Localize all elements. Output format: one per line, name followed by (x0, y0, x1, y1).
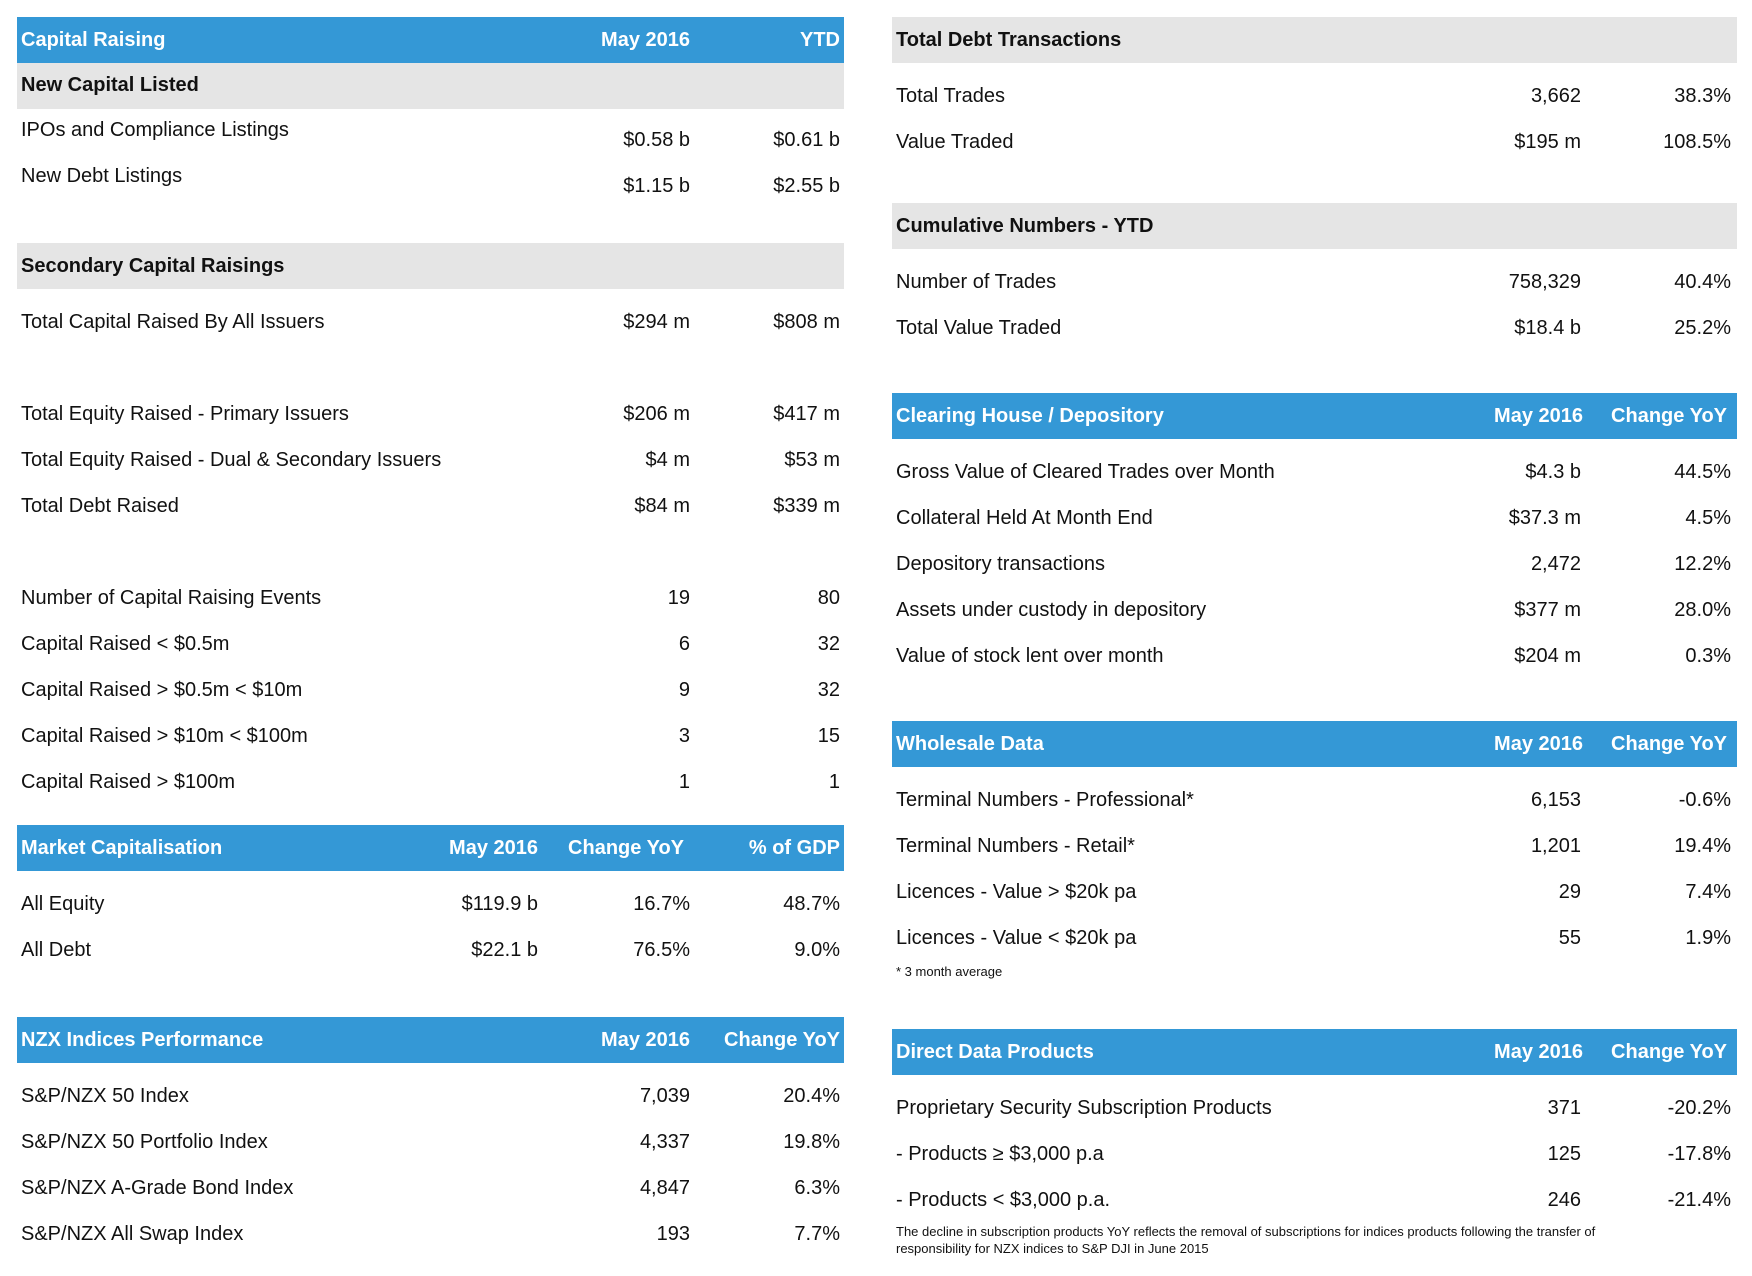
row-value-change: 108.5% (1663, 131, 1731, 153)
indices-header (17, 1017, 844, 1063)
row-label: Total Value Traded (896, 317, 1062, 339)
row-value-ytd: $417 m (773, 403, 840, 425)
row-label: Licences - Value < $20k pa (896, 927, 1137, 949)
row-value-may: 3 (678, 725, 690, 747)
table-row (17, 667, 844, 713)
market-cap-title: Market Capitalisation (21, 837, 223, 859)
table-row (17, 391, 844, 437)
row-value-may: 9 (678, 679, 690, 701)
row-label: Terminal Numbers - Retail* (896, 835, 1135, 857)
row-label: Total Equity Raised - Primary Issuers (21, 403, 349, 425)
table-row (17, 1211, 844, 1257)
cumulative-title: Cumulative Numbers - YTD (896, 215, 1154, 237)
row-value-ytd: $0.61 b (773, 129, 840, 151)
table-row (892, 869, 1737, 915)
row-label: Depository transactions (896, 553, 1105, 575)
new-capital-subheader (17, 63, 844, 109)
row-value-may: 6 (678, 633, 690, 655)
row-value-may: $22.1 b (471, 939, 538, 961)
row-label: S&P/NZX All Swap Index (21, 1223, 244, 1245)
debt-transactions-title: Total Debt Transactions (896, 29, 1122, 51)
row-value-change: 25.2% (1674, 317, 1731, 339)
row-label: Gross Value of Cleared Trades over Month (896, 461, 1275, 483)
table-row (17, 713, 844, 759)
row-value-change: -21.4% (1667, 1189, 1731, 1211)
row-value-may: 758,329 (1508, 271, 1581, 293)
row-label: Terminal Numbers - Professional* (896, 789, 1194, 811)
row-label: - Products ≥ $3,000 p.a (896, 1143, 1104, 1165)
row-value-change: -20.2% (1667, 1097, 1731, 1119)
row-label: Total Debt Raised (21, 495, 179, 517)
row-value-may: 3,662 (1530, 85, 1581, 107)
table-row (17, 109, 844, 155)
row-value-change: 44.5% (1674, 461, 1731, 483)
market-cap-col-gdp: % of GDP (748, 837, 840, 859)
row-value-change: 7.4% (1685, 881, 1731, 903)
row-value-ytd: $53 m (784, 449, 840, 471)
table-row (17, 621, 844, 667)
row-label: IPOs and Compliance Listings (21, 119, 289, 141)
table-row (17, 1165, 844, 1211)
row-value-ytd: $339 m (773, 495, 840, 517)
row-value-change: 12.2% (1674, 553, 1731, 575)
row-label: S&P/NZX 50 Portfolio Index (21, 1131, 268, 1153)
table-row (17, 575, 844, 621)
row-label: Capital Raised > $100m (21, 771, 236, 793)
row-value-may: 55 (1558, 927, 1581, 949)
row-value-ytd: 15 (817, 725, 840, 747)
indices-title: NZX Indices Performance (21, 1029, 264, 1051)
row-label: Total Trades (896, 85, 1005, 107)
clearing-col-may: May 2016 (1494, 405, 1583, 427)
row-value-may: $1.15 b (623, 175, 690, 197)
row-value-change: 19.4% (1674, 835, 1731, 857)
row-label: Total Equity Raised - Dual & Secondary Issuers (21, 449, 442, 471)
direct-data-col-may: May 2016 (1494, 1041, 1583, 1063)
table-row (892, 1177, 1737, 1223)
row-value-may: $119.9 b (461, 893, 538, 915)
row-label: New Debt Listings (21, 165, 183, 187)
row-label: Value Traded (896, 131, 1014, 153)
row-label: All Debt (21, 939, 92, 961)
table-row (892, 119, 1737, 165)
row-value-ytd: $2.55 b (773, 175, 840, 197)
clearing-title: Clearing House / Depository (896, 405, 1164, 427)
table-row (17, 1073, 844, 1119)
wholesale-footnote: * 3 month average (896, 964, 1003, 979)
wholesale-footnote-wrap (892, 961, 1737, 1029)
row-value-change: 76.5% (633, 939, 690, 961)
table-row (892, 495, 1737, 541)
row-value-may: 19 (667, 587, 690, 609)
direct-data-footnote-line1: The decline in subscription products YoY reflects the removal of subscriptions for indices products following the transfer of (896, 1224, 1596, 1239)
row-label: Total Capital Raised By All Issuers (21, 311, 325, 333)
row-label: Number of Capital Raising Events (21, 587, 322, 609)
table-row (892, 777, 1737, 823)
row-value-change: 20.4% (783, 1085, 840, 1107)
table-row (892, 633, 1737, 679)
row-label: Capital Raised > $10m < $100m (21, 725, 308, 747)
row-value-may: 4,337 (639, 1131, 690, 1153)
row-value-may: $377 m (1514, 599, 1581, 621)
row-value-may: $4 m (645, 449, 690, 471)
row-value-may: 7,039 (639, 1085, 690, 1107)
market-cap-col-change: Change YoY (568, 837, 684, 859)
table-row (892, 1085, 1737, 1131)
row-value-ytd: 1 (828, 771, 840, 793)
row-value-ytd: 32 (817, 633, 840, 655)
row-value-may: 371 (1547, 1097, 1581, 1119)
wholesale-col-change: Change YoY (1611, 733, 1727, 755)
cumulative-subheader (892, 203, 1737, 249)
market-cap-header (17, 825, 844, 871)
market-cap-col-may: May 2016 (449, 837, 538, 859)
row-label: S&P/NZX A-Grade Bond Index (21, 1177, 294, 1199)
debt-transactions-subheader (892, 17, 1737, 63)
direct-data-footnote-line2: responsibility for NZX indices to S&P DJI in June 2015 (896, 1241, 1209, 1256)
row-value-ytd: $808 m (773, 311, 840, 333)
row-value-change: 6.3% (794, 1177, 840, 1199)
direct-data-footnote-wrap (892, 1223, 1737, 1263)
table-row (892, 541, 1737, 587)
table-row (892, 915, 1737, 961)
row-value-change: 38.3% (1674, 85, 1731, 107)
row-label: Value of stock lent over month (896, 645, 1164, 667)
left-column (17, 0, 844, 1257)
table-row (17, 437, 844, 483)
row-value-change: -17.8% (1667, 1143, 1731, 1165)
row-value-may: 6,153 (1530, 789, 1581, 811)
row-value-change: 0.3% (1685, 645, 1731, 667)
wholesale-col-may: May 2016 (1494, 733, 1583, 755)
row-value-change: 40.4% (1674, 271, 1731, 293)
table-row (892, 305, 1737, 351)
right-column (892, 0, 1737, 1263)
row-value-may: $206 m (623, 403, 690, 425)
indices-col-change: Change YoY (724, 1029, 840, 1051)
row-value-change: -0.6% (1678, 789, 1731, 811)
row-value-may: 4,847 (639, 1177, 690, 1199)
row-label: Capital Raised < $0.5m (21, 633, 230, 655)
table-row (17, 1119, 844, 1165)
row-label: All Equity (21, 893, 105, 915)
capital-raising-title: Capital Raising (21, 29, 166, 51)
row-label: Collateral Held At Month End (896, 507, 1153, 529)
row-value-ytd: 32 (817, 679, 840, 701)
row-value-change: 28.0% (1674, 599, 1731, 621)
capital-raising-col-may: May 2016 (601, 29, 690, 51)
wholesale-header (892, 721, 1737, 767)
row-value-ytd: 80 (817, 587, 840, 609)
row-value-may: $4.3 b (1525, 461, 1581, 483)
row-label: - Products < $3,000 p.a. (896, 1189, 1111, 1211)
secondary-title: Secondary Capital Raisings (21, 255, 285, 277)
row-value-may: $195 m (1514, 131, 1581, 153)
row-value-may: $18.4 b (1514, 317, 1581, 339)
row-value-may: 193 (656, 1223, 690, 1245)
table-row (892, 1131, 1737, 1177)
row-value-may: 29 (1558, 881, 1581, 903)
capital-raising-col-ytd: YTD (800, 29, 840, 51)
table-row (892, 259, 1737, 305)
row-label: Number of Trades (896, 271, 1057, 293)
clearing-col-change: Change YoY (1611, 405, 1727, 427)
row-label: S&P/NZX 50 Index (21, 1085, 189, 1107)
row-value-may: $37.3 m (1508, 507, 1581, 529)
indices-col-may: May 2016 (601, 1029, 690, 1051)
table-row (17, 759, 844, 805)
row-value-may: 246 (1547, 1189, 1581, 1211)
direct-data-title: Direct Data Products (896, 1041, 1094, 1063)
secondary-subheader (17, 243, 844, 289)
table-row (892, 73, 1737, 119)
row-value-change: 7.7% (794, 1223, 840, 1245)
row-label: Licences - Value > $20k pa (896, 881, 1137, 903)
row-value-may: $84 m (634, 495, 690, 517)
clearing-header (892, 393, 1737, 439)
row-value-may: 1,201 (1530, 835, 1581, 857)
row-value-change: 4.5% (1685, 507, 1731, 529)
table-row (892, 823, 1737, 869)
row-value-gdp: 48.7% (783, 893, 840, 915)
table-row (892, 449, 1737, 495)
table-row (892, 587, 1737, 633)
row-value-change: 1.9% (1685, 927, 1731, 949)
table-row (17, 155, 844, 201)
row-label: Capital Raised > $0.5m < $10m (21, 679, 303, 701)
wholesale-title: Wholesale Data (896, 733, 1044, 755)
table-row (17, 483, 844, 529)
table-row (17, 881, 844, 927)
row-value-change: 16.7% (633, 893, 690, 915)
row-value-may: $204 m (1514, 645, 1581, 667)
capital-raising-header (17, 17, 844, 63)
new-capital-title: New Capital Listed (21, 74, 199, 96)
row-value-may: $294 m (623, 311, 690, 333)
direct-data-col-change: Change YoY (1611, 1041, 1727, 1063)
direct-data-header (892, 1029, 1737, 1075)
table-row (17, 927, 844, 973)
row-value-may: 2,472 (1530, 553, 1581, 575)
row-label: Assets under custody in depository (896, 599, 1207, 621)
row-value-gdp: 9.0% (794, 939, 840, 961)
row-value-may: $0.58 b (623, 129, 690, 151)
table-row (17, 299, 844, 345)
row-label: Proprietary Security Subscription Products (896, 1097, 1272, 1119)
row-value-may: 1 (678, 771, 690, 793)
row-value-change: 19.8% (783, 1131, 840, 1153)
row-value-may: 125 (1547, 1143, 1581, 1165)
